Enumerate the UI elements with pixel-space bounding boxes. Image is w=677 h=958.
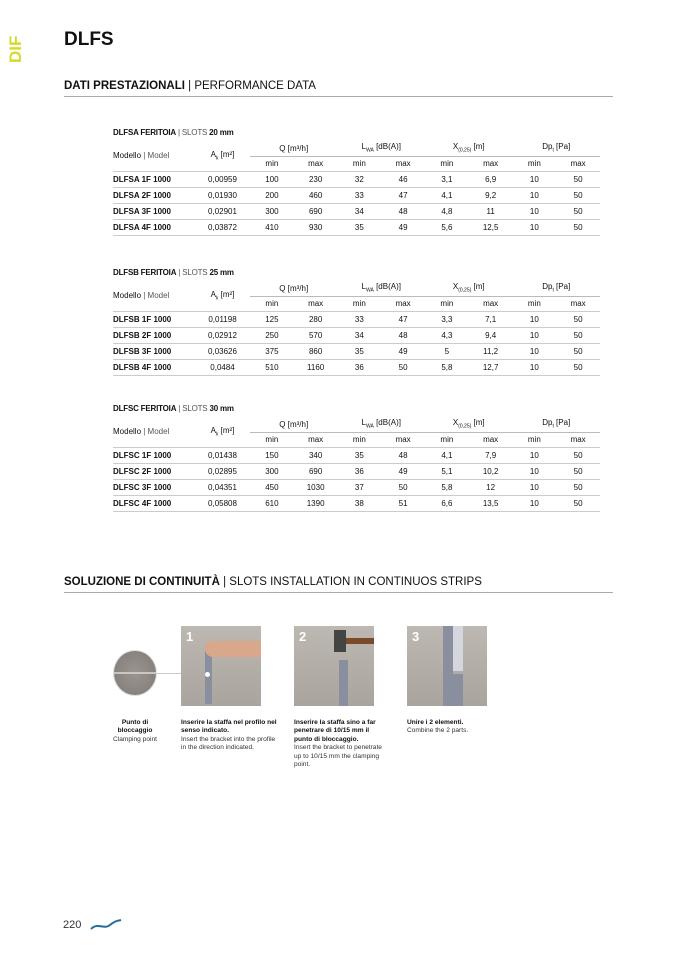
header-area: $A_k$ [m²]	[195, 417, 250, 447]
header-max: max	[381, 432, 425, 447]
wave-logo-icon	[90, 918, 122, 932]
header-min: min	[338, 156, 382, 171]
header-max: max	[556, 296, 600, 311]
header-lwa: $L_{WA}$ [dB(A)]	[338, 417, 426, 432]
value-cell: 50	[556, 463, 600, 479]
header-min: min	[338, 296, 382, 311]
table-row	[113, 171, 600, 187]
header-max: max	[469, 432, 513, 447]
value-cell: 46	[381, 171, 425, 187]
value-cell: 300	[250, 463, 294, 479]
model-cell: DLFSC 1F 1000	[113, 447, 195, 463]
value-cell: 11,2	[469, 343, 513, 359]
value-cell: 36	[338, 463, 382, 479]
value-cell: 10,2	[469, 463, 513, 479]
table-row	[113, 495, 600, 511]
header-max: max	[381, 296, 425, 311]
value-cell: 570	[294, 327, 338, 343]
value-cell: 10	[513, 327, 557, 343]
value-cell: 10	[513, 203, 557, 219]
model-cell: DLFSA 4F 1000	[113, 219, 195, 235]
header-max: max	[556, 432, 600, 447]
model-cell: DLFSA 1F 1000	[113, 171, 195, 187]
header-max: max	[294, 432, 338, 447]
value-cell: 13,5	[469, 495, 513, 511]
header-min: min	[425, 296, 469, 311]
table-caption: DLFSA FERITOIA | SLOTS 20 mm	[113, 128, 234, 137]
value-cell: 48	[381, 327, 425, 343]
section-heading-installation: SOLUZIONE DI CONTINUITÀ | SLOTS INSTALLATION IN CONTINUOS STRIPS	[64, 576, 613, 593]
header-min: min	[250, 156, 294, 171]
header-max: max	[469, 156, 513, 171]
model-cell: DLFSC 4F 1000	[113, 495, 195, 511]
value-cell: 450	[250, 479, 294, 495]
value-cell: 10	[513, 479, 557, 495]
model-cell: DLFSC 3F 1000	[113, 479, 195, 495]
value-cell: 12	[469, 479, 513, 495]
value-cell: 10	[513, 495, 557, 511]
table-row	[113, 479, 600, 495]
header-min: min	[513, 296, 557, 311]
value-cell: 1030	[294, 479, 338, 495]
table-dlfsa	[113, 128, 600, 236]
header-min: min	[338, 432, 382, 447]
value-cell: 6,6	[425, 495, 469, 511]
value-cell: 32	[338, 171, 382, 187]
header-max: max	[556, 156, 600, 171]
performance-table	[113, 281, 600, 376]
header-q: Q [m³/h]	[250, 141, 338, 156]
model-cell: DLFSB 1F 1000	[113, 311, 195, 327]
model-cell: DLFSB 4F 1000	[113, 359, 195, 375]
value-cell: 0,00959	[195, 171, 250, 187]
table-dlfsb	[113, 268, 600, 376]
header-q: Q [m³/h]	[250, 281, 338, 296]
header-max: max	[294, 156, 338, 171]
value-cell: 460	[294, 187, 338, 203]
value-cell: 9,2	[469, 187, 513, 203]
value-cell: 1160	[294, 359, 338, 375]
header-q: Q [m³/h]	[250, 417, 338, 432]
value-cell: 37	[338, 479, 382, 495]
model-cell: DLFSB 2F 1000	[113, 327, 195, 343]
step-2-caption: Inserire la staffa sino a far penetrare di 10/15 mm il punto di bloccaggio. Insert the bracket to penetrate up to 10/15 mm the clamping point.	[294, 719, 382, 769]
value-cell: 49	[381, 343, 425, 359]
table-caption: DLFSB FERITOIA | SLOTS 25 mm	[113, 268, 234, 277]
value-cell: 7,9	[469, 447, 513, 463]
value-cell: 860	[294, 343, 338, 359]
value-cell: 50	[556, 311, 600, 327]
header-model: Modello | Model	[113, 417, 195, 447]
header-x: $X_{(0,25)}$ [m]	[425, 417, 513, 432]
value-cell: 375	[250, 343, 294, 359]
value-cell: 0,01930	[195, 187, 250, 203]
header-min: min	[425, 156, 469, 171]
value-cell: 10	[513, 171, 557, 187]
value-cell: 47	[381, 187, 425, 203]
table-row	[113, 311, 600, 327]
step-3-caption: Unire i 2 elementi. Combine the 2 parts.	[407, 719, 469, 735]
value-cell: 49	[381, 463, 425, 479]
value-cell: 0,03872	[195, 219, 250, 235]
value-cell: 47	[381, 311, 425, 327]
header-x: $X_{(0,25)}$ [m]	[425, 281, 513, 296]
value-cell: 35	[338, 343, 382, 359]
table-row	[113, 359, 600, 375]
page-title: DLFS	[64, 29, 114, 50]
value-cell: 51	[381, 495, 425, 511]
value-cell: 930	[294, 219, 338, 235]
value-cell: 5,1	[425, 463, 469, 479]
value-cell: 0,02912	[195, 327, 250, 343]
step-2-photo: 2	[294, 626, 374, 706]
value-cell: 1390	[294, 495, 338, 511]
value-cell: 0,03626	[195, 343, 250, 359]
value-cell: 10	[513, 343, 557, 359]
value-cell: 0,0484	[195, 359, 250, 375]
table-row	[113, 187, 600, 203]
value-cell: 690	[294, 203, 338, 219]
value-cell: 410	[250, 219, 294, 235]
value-cell: 10	[513, 447, 557, 463]
table-dlfsc	[113, 404, 600, 512]
value-cell: 200	[250, 187, 294, 203]
header-lwa: $L_{WA}$ [dB(A)]	[338, 281, 426, 296]
value-cell: 4,1	[425, 447, 469, 463]
value-cell: 50	[556, 327, 600, 343]
value-cell: 10	[513, 311, 557, 327]
value-cell: 36	[338, 359, 382, 375]
step-3-photo: 3	[407, 626, 487, 706]
header-model: Modello | Model	[113, 141, 195, 171]
value-cell: 0,02895	[195, 463, 250, 479]
value-cell: 50	[556, 203, 600, 219]
value-cell: 510	[250, 359, 294, 375]
value-cell: 48	[381, 447, 425, 463]
table-row	[113, 463, 600, 479]
value-cell: 300	[250, 203, 294, 219]
value-cell: 50	[556, 359, 600, 375]
value-cell: 50	[556, 447, 600, 463]
value-cell: 10	[513, 359, 557, 375]
value-cell: 33	[338, 311, 382, 327]
value-cell: 7,1	[469, 311, 513, 327]
value-cell: 50	[556, 495, 600, 511]
value-cell: 340	[294, 447, 338, 463]
value-cell: 35	[338, 447, 382, 463]
value-cell: 280	[294, 311, 338, 327]
value-cell: 5,8	[425, 479, 469, 495]
value-cell: 5,6	[425, 219, 469, 235]
value-cell: 12,5	[469, 219, 513, 235]
value-cell: 10	[513, 187, 557, 203]
value-cell: 34	[338, 203, 382, 219]
clamping-point-caption: Punto di bloccaggio Clamping point	[113, 719, 157, 743]
value-cell: 9,4	[469, 327, 513, 343]
value-cell: 11	[469, 203, 513, 219]
header-area: $A_k$ [m²]	[195, 281, 250, 311]
model-cell: DLFSA 3F 1000	[113, 203, 195, 219]
value-cell: 150	[250, 447, 294, 463]
value-cell: 0,01198	[195, 311, 250, 327]
table-caption: DLFSC FERITOIA | SLOTS 30 mm	[113, 404, 234, 413]
value-cell: 50	[556, 171, 600, 187]
value-cell: 50	[556, 343, 600, 359]
header-min: min	[513, 432, 557, 447]
table-row	[113, 219, 600, 235]
page-number: 220	[63, 919, 82, 931]
header-min: min	[425, 432, 469, 447]
value-cell: 0,01438	[195, 447, 250, 463]
value-cell: 50	[381, 359, 425, 375]
header-dp: $Dp_t$ [Pa]	[513, 141, 601, 156]
value-cell: 50	[556, 479, 600, 495]
value-cell: 0,05808	[195, 495, 250, 511]
value-cell: 4,8	[425, 203, 469, 219]
value-cell: 38	[338, 495, 382, 511]
side-tab: DIF	[6, 35, 25, 63]
value-cell: 0,04351	[195, 479, 250, 495]
value-cell: 6,9	[469, 171, 513, 187]
value-cell: 250	[250, 327, 294, 343]
header-min: min	[250, 432, 294, 447]
model-cell: DLFSA 2F 1000	[113, 187, 195, 203]
value-cell: 610	[250, 495, 294, 511]
value-cell: 50	[381, 479, 425, 495]
header-dp: $Dp_t$ [Pa]	[513, 281, 601, 296]
clamping-point-detail-image	[113, 650, 157, 696]
value-cell: 48	[381, 203, 425, 219]
model-cell: DLFSB 3F 1000	[113, 343, 195, 359]
model-cell: DLFSC 2F 1000	[113, 463, 195, 479]
value-cell: 34	[338, 327, 382, 343]
value-cell: 690	[294, 463, 338, 479]
value-cell: 5,8	[425, 359, 469, 375]
header-lwa: $L_{WA}$ [dB(A)]	[338, 141, 426, 156]
header-max: max	[381, 156, 425, 171]
step-1-photo: 1	[181, 626, 261, 706]
value-cell: 10	[513, 463, 557, 479]
header-dp: $Dp_t$ [Pa]	[513, 417, 601, 432]
value-cell: 10	[513, 219, 557, 235]
value-cell: 12,7	[469, 359, 513, 375]
value-cell: 33	[338, 187, 382, 203]
table-row	[113, 343, 600, 359]
section-heading-performance: DATI PRESTAZIONALI | PERFORMANCE DATA	[64, 80, 613, 97]
performance-table	[113, 417, 600, 512]
value-cell: 5	[425, 343, 469, 359]
value-cell: 3,3	[425, 311, 469, 327]
header-min: min	[250, 296, 294, 311]
value-cell: 3,1	[425, 171, 469, 187]
value-cell: 50	[556, 187, 600, 203]
table-row	[113, 203, 600, 219]
header-model: Modello | Model	[113, 281, 195, 311]
header-max: max	[294, 296, 338, 311]
header-min: min	[513, 156, 557, 171]
value-cell: 49	[381, 219, 425, 235]
value-cell: 4,1	[425, 187, 469, 203]
table-row	[113, 447, 600, 463]
value-cell: 100	[250, 171, 294, 187]
value-cell: 125	[250, 311, 294, 327]
header-max: max	[469, 296, 513, 311]
step-1-caption: Inserire la staffa nel profilo nel senso indicato. Insert the bracket into the profile in the direction indicated.	[181, 719, 277, 752]
value-cell: 230	[294, 171, 338, 187]
value-cell: 50	[556, 219, 600, 235]
header-area: $A_k$ [m²]	[195, 141, 250, 171]
value-cell: 0,02901	[195, 203, 250, 219]
value-cell: 4,3	[425, 327, 469, 343]
header-x: $X_{(0,25)}$ [m]	[425, 141, 513, 156]
table-row	[113, 327, 600, 343]
value-cell: 35	[338, 219, 382, 235]
performance-table	[113, 141, 600, 236]
